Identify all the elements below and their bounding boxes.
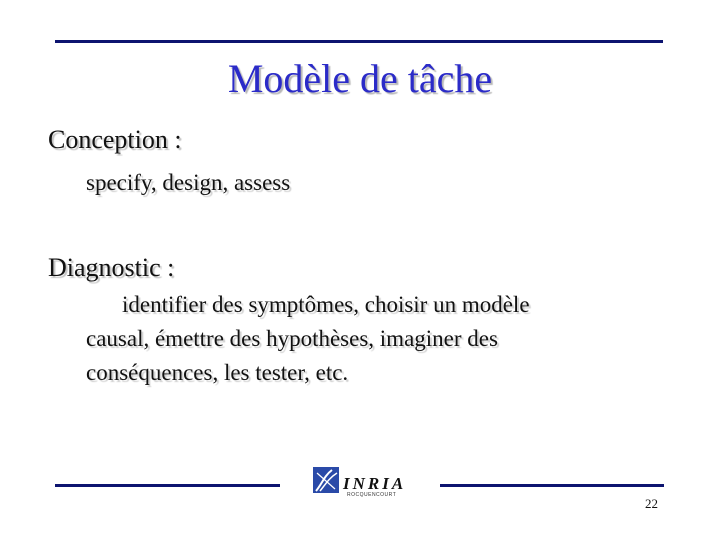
top-rule	[55, 40, 663, 43]
diagnostic-line-1: identifier des symptômes, choisir un modèle	[122, 292, 530, 317]
page-number: 22	[645, 496, 658, 511]
section-heading-diagnostic: Diagnostic :	[48, 253, 175, 282]
logo-subtext: ROCQUENCOURT	[347, 492, 397, 498]
logo-text: INRIA	[343, 474, 407, 493]
footer-rule-left	[55, 484, 280, 487]
inria-logo-icon	[310, 464, 426, 498]
section-text-conception: specify, design, assess	[86, 170, 291, 195]
diagnostic-line-2: causal, émettre des hypothèses, imaginer des	[86, 326, 498, 351]
section-text-diagnostic	[86, 288, 666, 390]
inria-logo	[310, 464, 426, 503]
footer-rule-right	[440, 484, 664, 487]
diagnostic-line-3: conséquences, les tester, etc.	[86, 360, 349, 385]
slide-title: Modèle de tâche	[227, 56, 493, 101]
section-heading-conception: Conception :	[48, 125, 182, 154]
